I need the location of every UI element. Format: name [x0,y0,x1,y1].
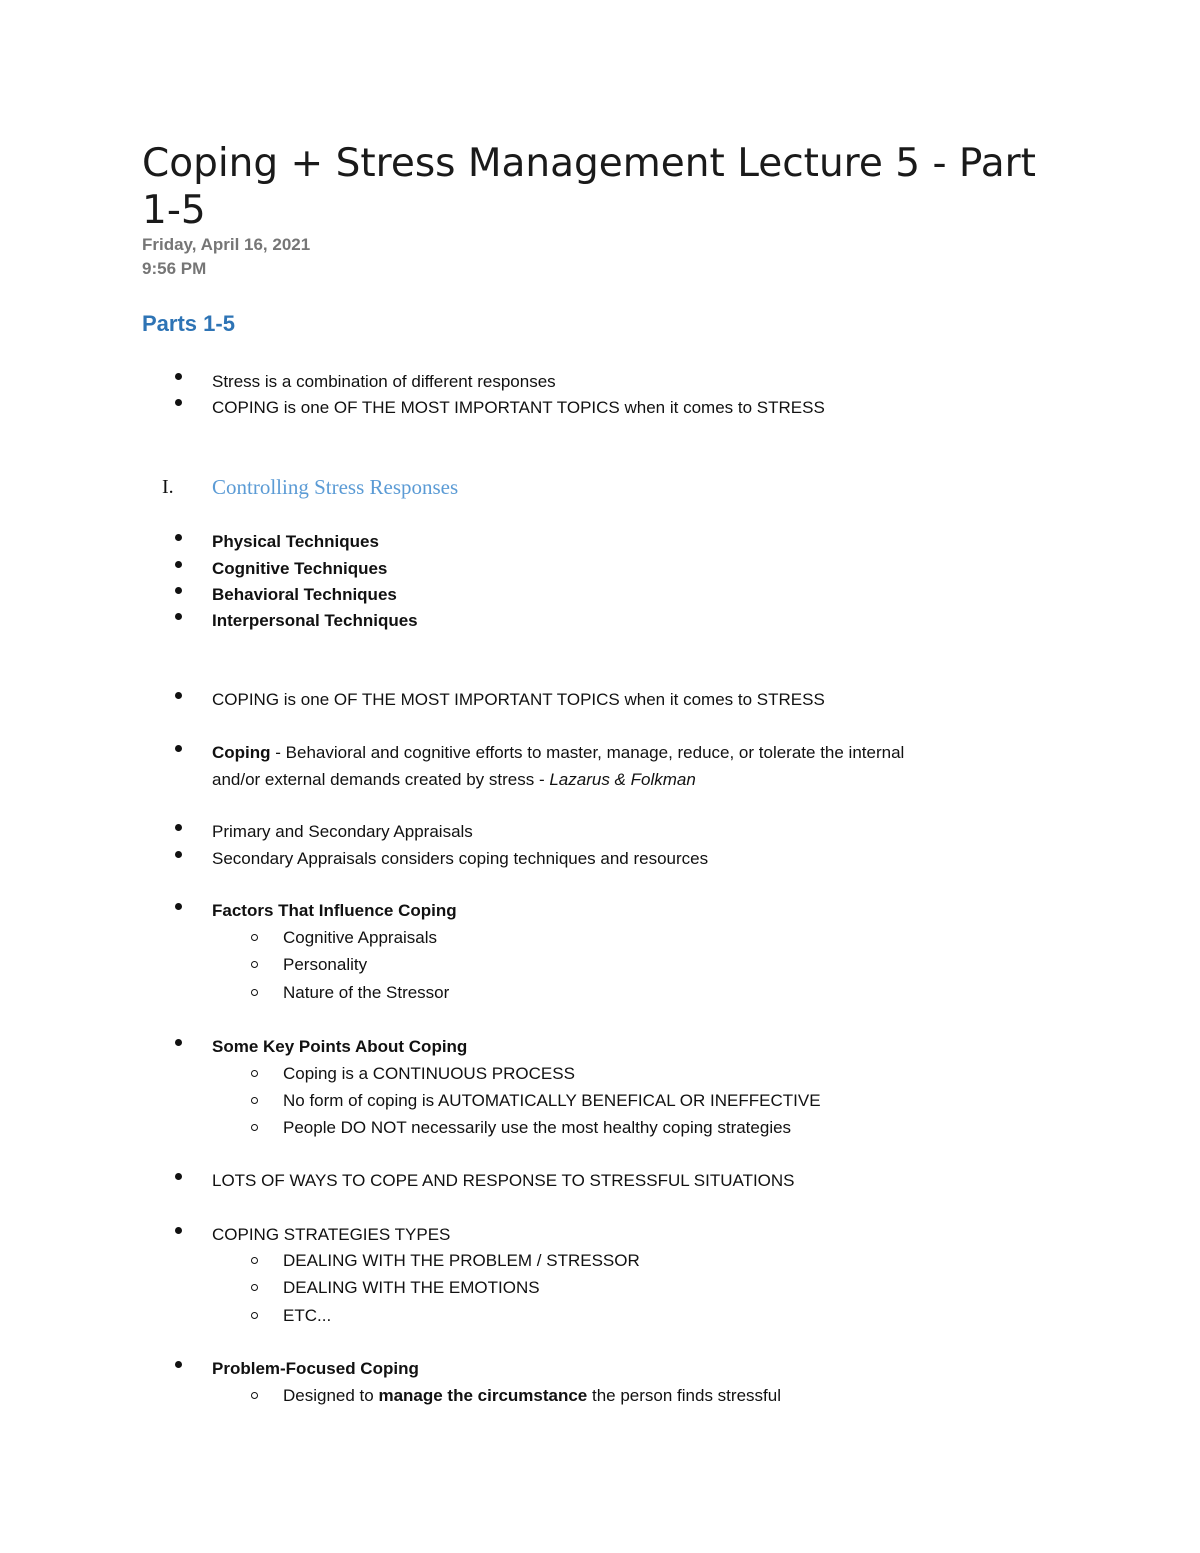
sub-list-item: Personality [283,955,368,974]
list-item [212,528,379,555]
circle-bullet-icon [251,961,258,968]
bullet-icon [175,1227,182,1234]
list-item: COPING is one OF THE MOST IMPORTANT TOPICS when it comes to STRESS [212,398,825,417]
circle-bullet-icon [251,989,258,996]
definition-text: and/or external demands created by stress - [212,770,550,789]
page-date: Friday, April 16, 2021 [142,235,311,254]
circle-bullet-icon [251,934,258,941]
list-item [212,555,387,582]
subheading: Controlling Stress Responses [212,475,459,499]
circle-bullet-icon [251,1097,258,1104]
coping-definition-line-2 [212,766,696,793]
circle-bullet-icon [251,1070,258,1077]
sub-list-item [283,1382,781,1409]
factors-heading: Factors That Influence Coping [212,901,457,920]
bullet-icon [175,824,182,831]
bullet-icon [175,1039,182,1046]
section-heading: Parts 1-5 [142,311,235,336]
list-heading [212,1355,419,1382]
technique-label: Interpersonal Techniques [212,611,418,630]
bullet-icon [175,561,182,568]
bullet-icon [175,1173,182,1180]
circle-bullet-icon [251,1392,258,1399]
bullet-icon [175,587,182,594]
page-title: Coping + Stress Management Lecture 5 - Part 1-5 [142,141,1036,233]
text-segment: Designed to [283,1386,379,1405]
bullet-icon [175,692,182,699]
list-item: LOTS OF WAYS TO COPE AND RESPONSE TO STRESSFUL SITUATIONS [212,1171,795,1190]
list-item: Secondary Appraisals considers coping techniques and resources [212,849,709,868]
list-heading: COPING STRATEGIES TYPES [212,1225,451,1244]
list-heading [212,1033,467,1060]
bullet-icon [175,373,182,380]
circle-bullet-icon [251,1312,258,1319]
list-item: Primary and Secondary Appraisals [212,822,473,841]
technique-label: Behavioral Techniques [212,585,397,604]
circle-bullet-icon [251,1257,258,1264]
list-item: Stress is a combination of different responses [212,372,556,391]
circle-bullet-icon [251,1124,258,1131]
technique-label: Physical Techniques [212,532,379,551]
bullet-icon [175,903,182,910]
bullet-icon [175,613,182,620]
sub-list-item: Coping is a CONTINUOUS PROCESS [283,1064,575,1083]
sub-list-item: People DO NOT necessarily use the most healthy coping strategies [283,1118,792,1137]
sub-list-item: Nature of the Stressor [283,983,450,1002]
bullet-icon [175,1361,182,1368]
page-time: 9:56 PM [142,259,207,278]
problem-focused-heading: Problem-Focused Coping [212,1359,419,1378]
bullet-icon [175,745,182,752]
sub-list-item: DEALING WITH THE PROBLEM / STRESSOR [283,1251,640,1270]
definition-author: Lazarus & Folkman [549,770,696,789]
definition-term: Coping [212,743,271,762]
list-item [212,607,418,634]
circle-bullet-icon [251,1284,258,1291]
definition-text: - Behavioral and cognitive efforts to master, manage, reduce, or tolerate the internal [270,743,905,762]
technique-label: Cognitive Techniques [212,559,388,578]
text-segment: the person finds stressful [587,1386,781,1405]
list-heading [212,897,457,924]
sub-list-item: DEALING WITH THE EMOTIONS [283,1278,540,1297]
sub-list-item: ETC... [283,1306,332,1325]
bullet-icon [175,534,182,541]
list-item [212,581,397,608]
sub-list-item: No form of coping is AUTOMATICALLY BENEFICAL OR INEFFECTIVE [283,1091,821,1110]
list-item: COPING is one OF THE MOST IMPORTANT TOPICS when it comes to STRESS [212,690,825,709]
roman-numeral: I. [162,476,174,498]
bullet-icon [175,399,182,406]
bullet-icon [175,851,182,858]
sub-list-item: Cognitive Appraisals [283,928,438,947]
key-points-heading: Some Key Points About Coping [212,1037,468,1056]
text-emphasis: manage the circumstance [378,1386,588,1405]
coping-definition-line-1 [212,739,904,766]
